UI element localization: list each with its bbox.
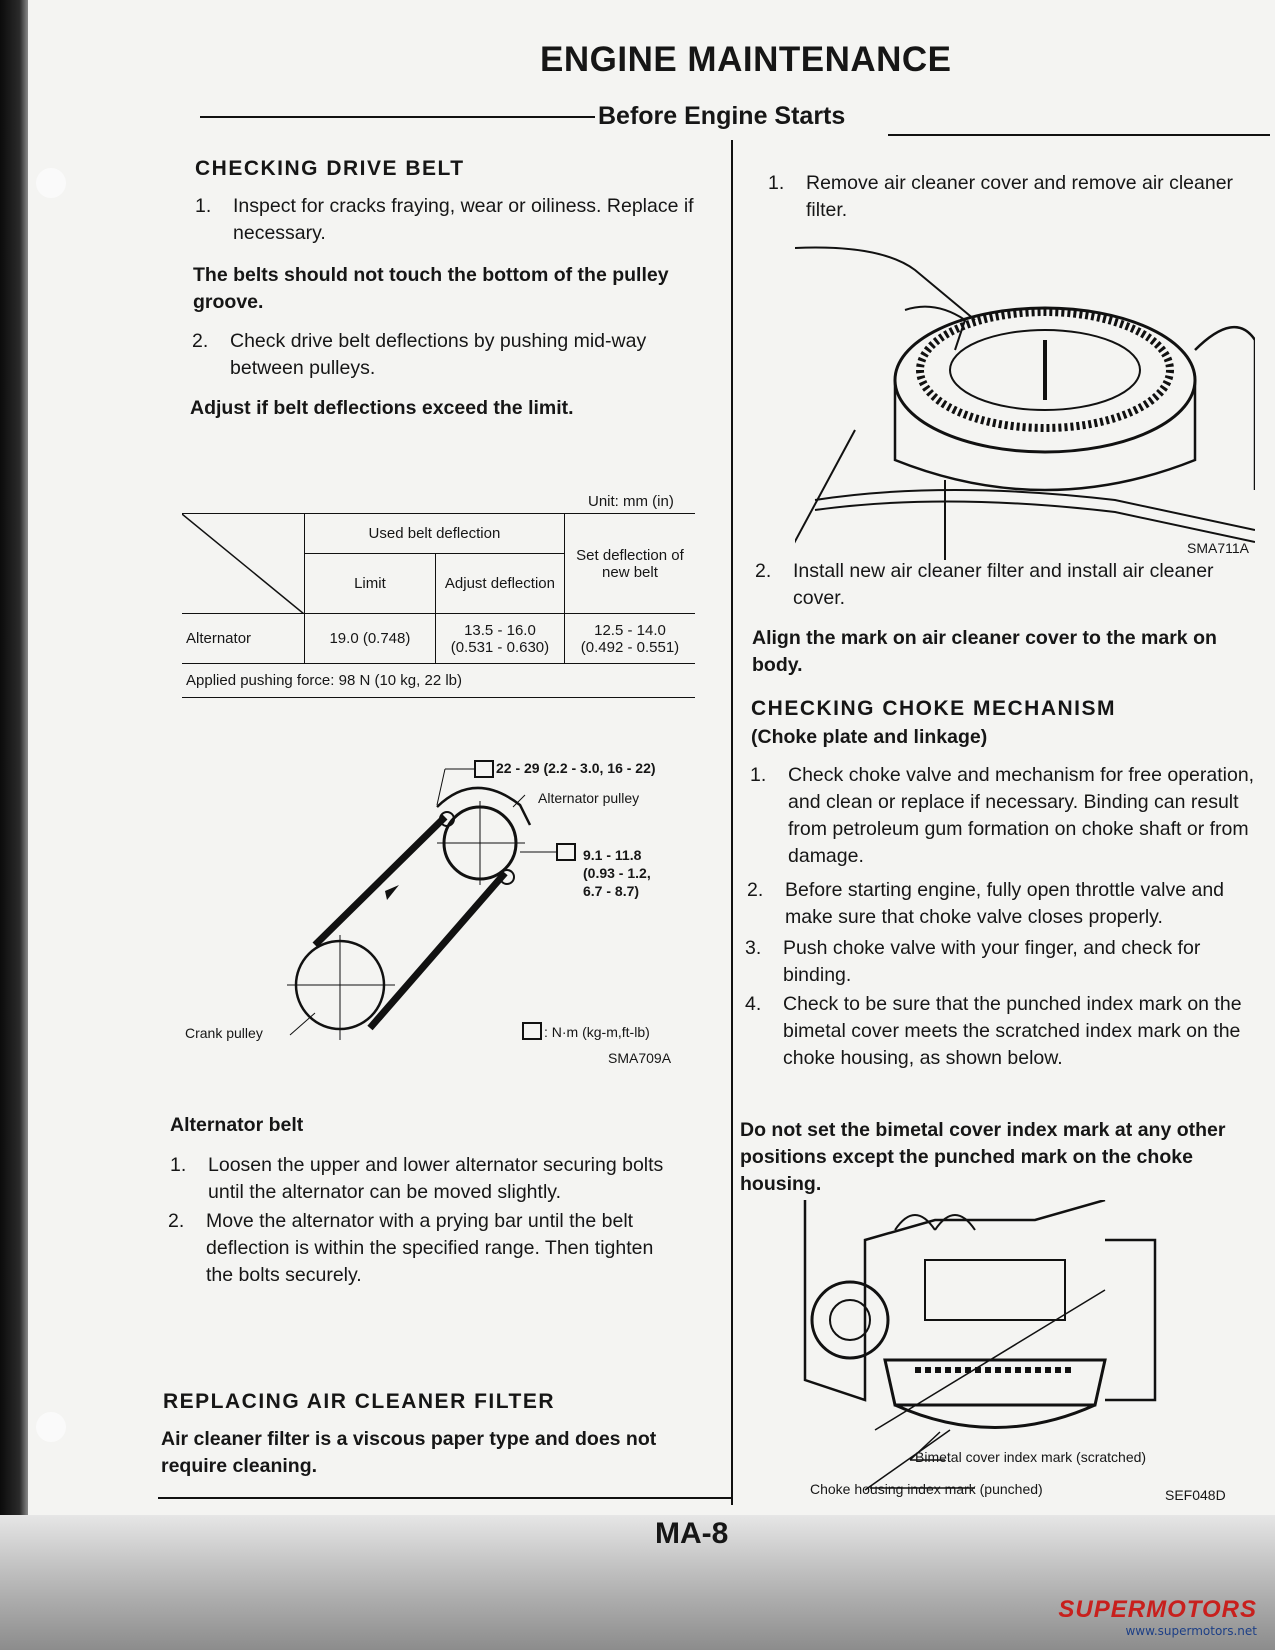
step-number: 1. (170, 1154, 187, 1176)
air-filter-note: Air cleaner filter is a viscous paper type and does not require cleaning. (161, 1428, 657, 1477)
step-text: Install new air cleaner filter and install air cleaner cover. (793, 560, 1214, 609)
new-belt-value-in: (0.492 - 0.551) (580, 638, 680, 656)
scan-edge (0, 0, 28, 1650)
belt-lower-run (370, 873, 505, 1028)
step-text: Loosen the upper and lower alternator securing bolts until the alternator can be moved slightly. (208, 1154, 664, 1203)
choke-step-1 (750, 762, 1255, 870)
torque-2-line: (0.93 - 1.2, (583, 865, 651, 881)
belt-deflection-table (182, 513, 695, 698)
housing-index-label: Choke housing index mark (punched) (810, 1481, 1043, 1497)
alternator-step-2 (168, 1208, 678, 1289)
torque-2-line: 6.7 - 8.7) (583, 883, 640, 899)
torque-wrench-icon (557, 844, 575, 860)
column-divider (731, 140, 733, 1505)
hand-outline (795, 248, 975, 321)
drive-belt-step-2 (192, 328, 702, 382)
step-number: 1. (195, 195, 212, 217)
page-title: ENGINE MAINTENANCE (540, 40, 952, 79)
choke-subheading: (Choke plate and linkage) (751, 726, 988, 748)
section-subtitle: Before Engine Starts (598, 102, 846, 130)
torque-units-legend: : N·m (kg-m,ft-lb) (544, 1024, 650, 1040)
watermark (1058, 1596, 1257, 1638)
figure-code: SMA711A (1187, 540, 1249, 556)
alternator-row-label: Alternator (182, 614, 304, 664)
limit-header: Limit (304, 554, 435, 614)
drive-belt-heading: CHECKING DRIVE BELT (195, 157, 465, 180)
air-cleaner-step-1 (768, 170, 1268, 224)
page-number: MA-8 (655, 1517, 729, 1550)
binder-hole (36, 1412, 66, 1442)
pushing-force: Applied pushing force: 98 N (10 kg, 22 lb) (182, 664, 695, 698)
crank-pulley-label: Crank pulley (185, 1025, 263, 1041)
step-number: 2. (755, 560, 772, 582)
new-belt-value (564, 614, 695, 664)
unit-label: Unit: mm (in) (588, 493, 674, 510)
step-text: Check to be sure that the punched index mark on the bimetal cover meets the scratched index mark on the choke housing, as shown below. (783, 993, 1242, 1069)
belt-groove-note: The belts should not touch the bottom of the pulley groove. (193, 264, 669, 313)
choke-heading: CHECKING CHOKE MECHANISM (751, 697, 1117, 720)
hose (815, 490, 1255, 530)
drive-belt-step-1 (195, 193, 705, 247)
choke-step-4 (745, 991, 1255, 1072)
torque-wrench-icon (475, 761, 493, 777)
step-number: 4. (745, 993, 762, 1015)
corner-diagonal (182, 514, 304, 614)
binder-hole (36, 168, 66, 198)
step-number: 3. (745, 937, 762, 959)
limit-value: 19.0 (0.748) (304, 614, 435, 664)
torque-2-line: 9.1 - 11.8 (583, 847, 642, 863)
watermark-site: www.supermotors.net (1125, 1624, 1257, 1638)
torque-2-label (583, 846, 651, 900)
air-cleaner-step-2 (755, 558, 1260, 612)
choke-step-2 (747, 877, 1255, 931)
choke-step-3 (745, 935, 1255, 989)
subtitle-rule-left (200, 116, 595, 118)
subtitle-rule-right (888, 134, 1270, 136)
new-belt-header: Set deflection of new belt (564, 514, 695, 614)
torque-1-label: 22 - 29 (2.2 - 3.0, 16 - 22) (496, 760, 656, 776)
step-number: 2. (192, 330, 209, 352)
step-text: Inspect for cracks fraying, wear or oiliness. Replace if necessary. (233, 195, 694, 244)
step-number: 2. (747, 879, 764, 901)
table-corner-cell (182, 514, 304, 614)
bimetal-cover-shape (885, 1360, 1105, 1405)
alternator-belt-heading: Alternator belt (170, 1114, 304, 1136)
step-text: Before starting engine, fully open throttle valve and make sure that choke valve closes properly. (785, 879, 1225, 928)
adjust-value (435, 614, 564, 664)
choke-housing-shape (812, 1282, 888, 1358)
step-number: 2. (168, 1210, 185, 1232)
alternator-step-1 (170, 1152, 680, 1206)
adjust-note: Adjust if belt deflections exceed the limit. (190, 397, 574, 419)
step-text: Move the alternator with a prying bar until the belt deflection is within the specified range. Then tighten the bolts securely. (206, 1210, 654, 1286)
torque-wrench-icon (523, 1023, 541, 1039)
belt-upper-run (315, 817, 445, 945)
figure-code: SMA709A (608, 1050, 672, 1066)
alternator-pulley-label: Alternator pulley (538, 790, 640, 806)
bottom-rule (158, 1497, 731, 1499)
adjust-header: Adjust deflection (435, 554, 564, 614)
used-belt-header: Used belt deflection (304, 514, 564, 554)
air-cleaner-illustration (795, 230, 1255, 560)
adjust-value-mm: 13.5 - 16.0 (464, 621, 536, 639)
align-mark-note: Align the mark on air cleaner cover to the mark on body. (752, 627, 1217, 676)
direction-arrow (385, 885, 399, 900)
bimetal-index-label: Bimetal cover index mark (scratched) (915, 1449, 1147, 1465)
air-filter-heading: REPLACING AIR CLEANER FILTER (163, 1390, 555, 1413)
step-text: Check choke valve and mechanism for free operation, and clean or replace if necessary. Binding can result from petroleum gum formation on choke shaft or from damage. (788, 764, 1255, 867)
new-belt-value-mm: 12.5 - 14.0 (594, 621, 666, 639)
step-number: 1. (750, 764, 767, 786)
step-text: Check drive belt deflections by pushing mid-way between pulleys. (230, 330, 647, 379)
watermark-brand: SUPERMOTORS (1058, 1596, 1257, 1623)
figure-code: SEF048D (1165, 1487, 1226, 1503)
step-text: Remove air cleaner cover and remove air cleaner filter. (806, 172, 1234, 221)
step-text: Push choke valve with your finger, and check for binding. (783, 937, 1201, 986)
adjust-value-in: (0.531 - 0.630) (450, 638, 550, 656)
bimetal-warning: Do not set the bimetal cover index mark at any other positions except the punched mark on the choke housing. (740, 1119, 1226, 1195)
step-number: 1. (768, 172, 785, 194)
